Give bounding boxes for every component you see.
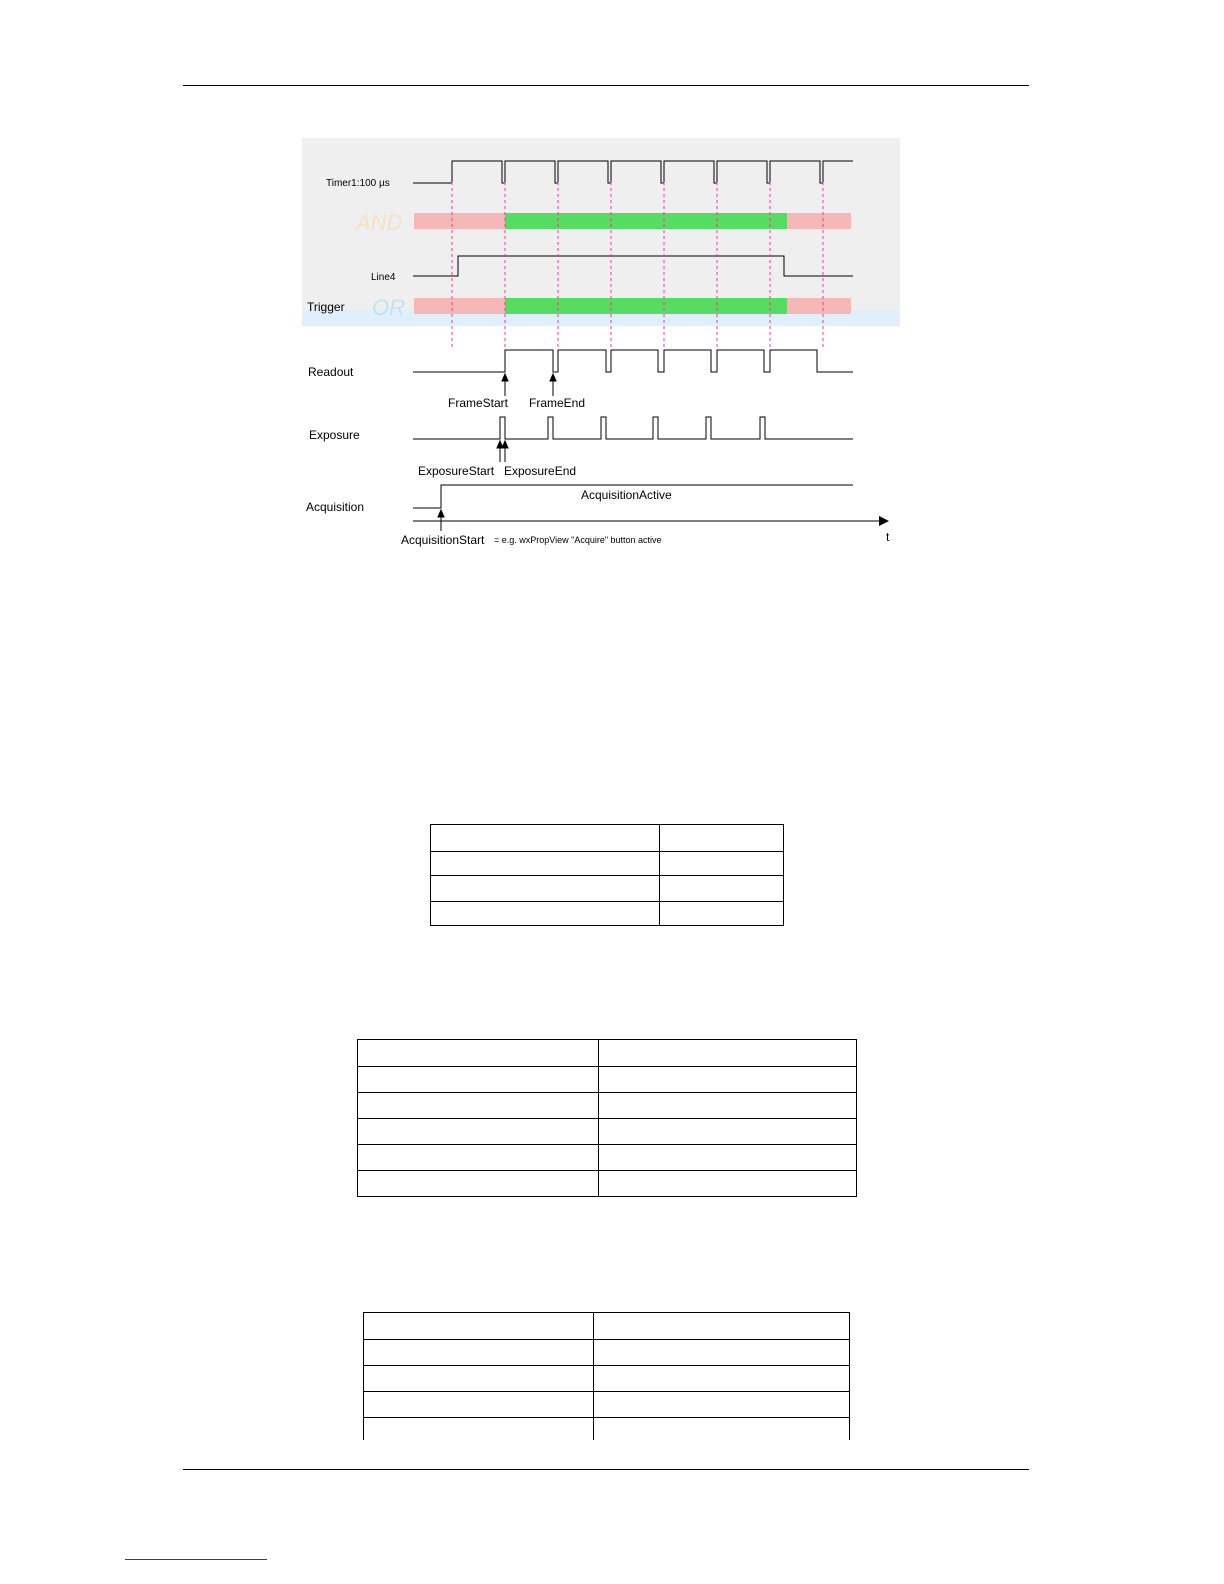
table-cell bbox=[431, 852, 660, 876]
acquisition-active-label: AcquisitionActive bbox=[581, 488, 672, 502]
and-gate-label: AND bbox=[356, 210, 403, 235]
exposure-end-label: ExposureEnd bbox=[504, 464, 577, 478]
table-cell bbox=[594, 1392, 850, 1418]
table-row bbox=[358, 1067, 857, 1093]
table-row bbox=[364, 1392, 850, 1418]
table-cell bbox=[358, 1067, 599, 1093]
table-row bbox=[431, 852, 784, 876]
line4-label: Line4 bbox=[371, 272, 396, 283]
trigger-inactive-segment bbox=[414, 298, 505, 314]
readout-label: Readout bbox=[308, 365, 354, 379]
or-gate-label: OR bbox=[372, 295, 405, 320]
table-row bbox=[364, 1313, 850, 1340]
table-row bbox=[358, 1119, 857, 1145]
exposure-start-label: ExposureStart bbox=[418, 464, 495, 478]
table-cell bbox=[660, 852, 784, 876]
time-axis-arrowhead bbox=[879, 516, 889, 526]
time-axis-label: t bbox=[886, 530, 890, 544]
and-inactive-segment bbox=[787, 213, 851, 229]
table-cell bbox=[594, 1418, 850, 1441]
table-cell bbox=[599, 1119, 857, 1145]
exposure-label: Exposure bbox=[309, 428, 360, 442]
table-cell bbox=[599, 1040, 857, 1067]
table-cell bbox=[660, 902, 784, 926]
table-cell bbox=[364, 1340, 594, 1366]
table-row bbox=[358, 1040, 857, 1067]
footer-rule bbox=[183, 1469, 1029, 1470]
footer-link-underline[interactable] bbox=[125, 1559, 267, 1560]
table-cell bbox=[358, 1040, 599, 1067]
exposure-signal bbox=[413, 417, 853, 439]
table-row bbox=[431, 876, 784, 902]
acquisition-start-label: AcquisitionStart bbox=[401, 533, 485, 547]
trigger-timing-diagram bbox=[300, 138, 900, 558]
header-rule bbox=[183, 85, 1029, 86]
table-cell bbox=[358, 1093, 599, 1119]
table-cell bbox=[594, 1313, 850, 1340]
table-cell bbox=[594, 1340, 850, 1366]
table-cell bbox=[599, 1171, 857, 1197]
frame-end-arrowhead bbox=[550, 374, 556, 381]
table-cell bbox=[364, 1366, 594, 1392]
trigger-inactive-segment bbox=[787, 298, 851, 314]
acquisition-start-arrowhead bbox=[438, 510, 444, 517]
table-cell bbox=[594, 1366, 850, 1392]
frame-start-label: FrameStart bbox=[448, 396, 509, 410]
table-cell bbox=[364, 1392, 594, 1418]
and-inactive-segment bbox=[414, 213, 505, 229]
frame-start-arrowhead bbox=[502, 374, 508, 381]
table-cell bbox=[364, 1313, 594, 1340]
trigger-active-segment bbox=[505, 298, 787, 314]
table-row bbox=[358, 1145, 857, 1171]
table-cell bbox=[599, 1067, 857, 1093]
table-row bbox=[364, 1366, 850, 1392]
table-cell bbox=[431, 902, 660, 926]
table-cell bbox=[660, 825, 784, 852]
timer-label: Timer1:100 µs bbox=[326, 178, 390, 189]
frame-end-label: FrameEnd bbox=[529, 396, 586, 410]
table-cell bbox=[660, 876, 784, 902]
table-cell bbox=[431, 825, 660, 852]
table-cell bbox=[431, 876, 660, 902]
table-row bbox=[358, 1171, 857, 1197]
and-active-segment bbox=[505, 213, 787, 229]
table-row bbox=[431, 902, 784, 926]
table-cell bbox=[364, 1418, 594, 1441]
table-row bbox=[431, 825, 784, 852]
table-cell bbox=[358, 1145, 599, 1171]
table-cell bbox=[358, 1171, 599, 1197]
readout-signal bbox=[413, 350, 853, 372]
table-row bbox=[364, 1418, 850, 1441]
table-2 bbox=[357, 1039, 857, 1197]
trigger-label: Trigger bbox=[307, 300, 345, 314]
acquisition-start-note: = e.g. wxPropView "Acquire" button active bbox=[494, 535, 662, 545]
exposure-end-arrowhead bbox=[502, 441, 508, 448]
table-row bbox=[358, 1093, 857, 1119]
table-cell bbox=[358, 1119, 599, 1145]
table-cell bbox=[599, 1145, 857, 1171]
table-3 bbox=[363, 1312, 850, 1440]
table-1 bbox=[430, 824, 784, 926]
acquisition-label: Acquisition bbox=[306, 500, 365, 514]
table-cell bbox=[599, 1093, 857, 1119]
table-row bbox=[364, 1340, 850, 1366]
